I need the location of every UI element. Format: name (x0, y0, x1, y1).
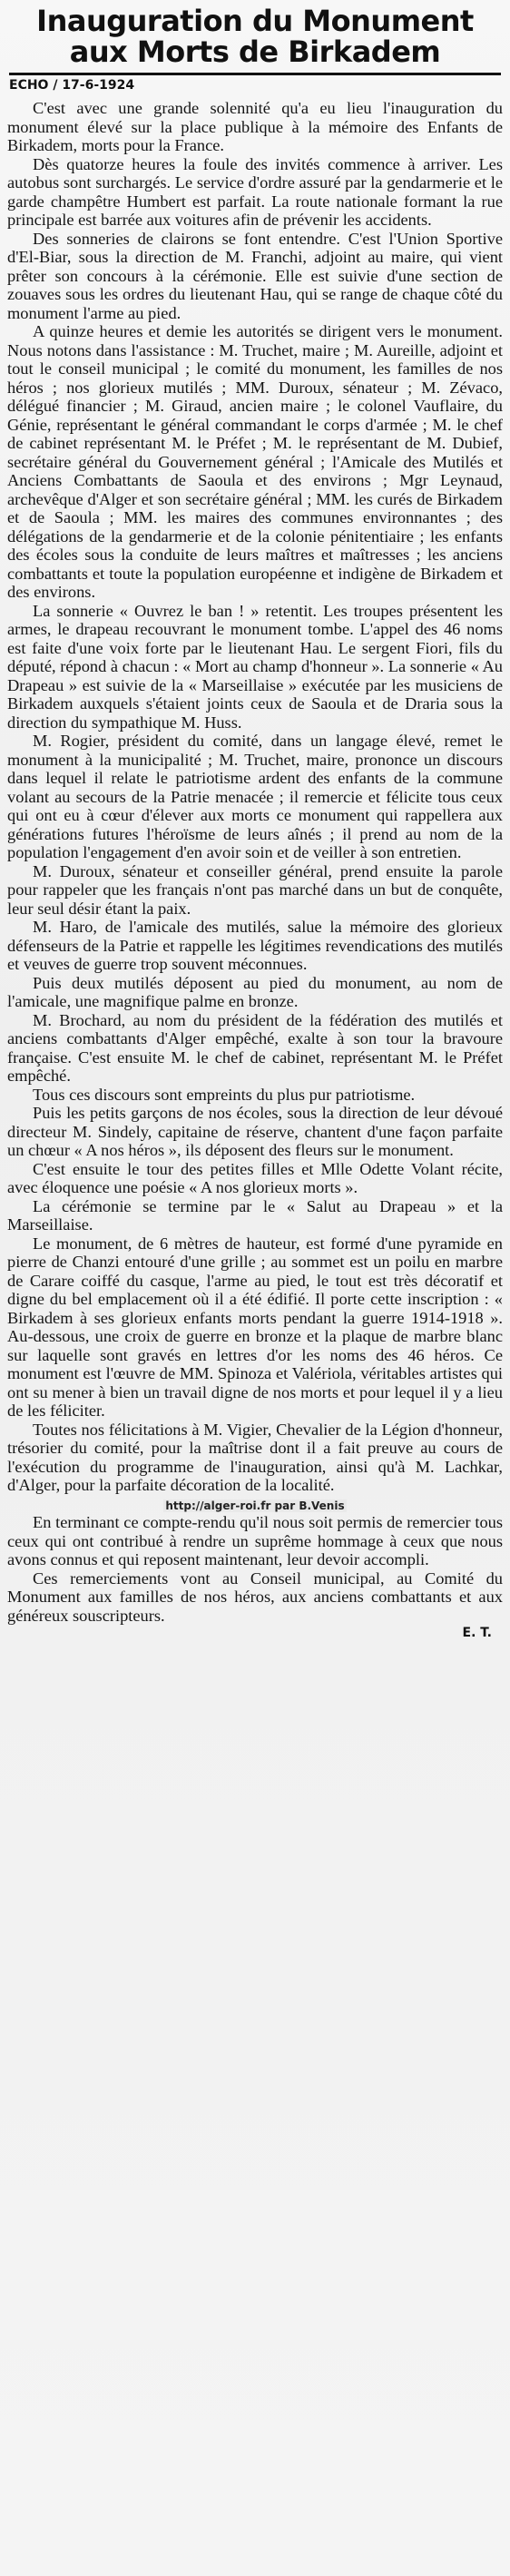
paragraph: Tous ces discours sont empreints du plus pur patriotisme. (33, 1085, 416, 1104)
paragraph: A quinze heures et demie les autorités se dirigent vers le monument. Nous notons dans l'assistance : M. Truchet, maire ; M. Aureille, adjoint et tout le conseil municipal ; le comité du monument, les familles de nos héros ; nos glorieux mutilés ; MM. Duroux, sénateur ; M. Zévaco, délégué financier ; M. Giraud, ancien maire ; le colonel Vauflaire, du Génie, représentant le général commandant le corps d'armée ; M. le chef de cabinet représentant M. le Préfet ; M. le représentant de M. Dubief, secrétaire général du Gouvernement général ; l'Amicale des Mutilés et Anciens Combattants de Saoula et des environs ; Mgr Leynaud, archevêque d'Alger et son secrétaire général ; MM. les curés de Birkadem et de Saoula ; MM. les maires des communes environnantes ; des délégations de la gendarmerie et de la colonie pénitentiaire ; les enfants des écoles sous la conduite de leurs maîtres et maîtresses ; les anciens combattants et toute la population européenne et indigène de Birkadem et des environs. (7, 322, 503, 601)
paragraph: M. Rogier, président du comité, dans un langage élevé, remet le monument à la municipalité ; M. Truchet, maire, prononce un discours dans lequel il relate le patriotisme ardent des enfants de la commune volant au secours de la Patrie menacée ; il remercie et félicite tous ceux qui ont eu à cœur d'élever aux morts ce monument qui rappellera aux générations futures l'héroïsme de leurs aînés ; il prend au nom de la population l'engagement d'en avoir soin et de veiller à son entretien. (7, 732, 503, 861)
source-watermark: http://alger-roi.fr par B.Venis (165, 1499, 345, 1512)
paragraph: Ces remerciements vont au Conseil municipal, au Comité du Monument aux familles de nos héros, aux anciens combattants et aux généreux souscripteurs. (7, 1568, 503, 1625)
paragraph: C'est ensuite le tour des petites filles et Mlle Odette Volant récite, avec éloquence une poésie « A nos glorieux morts ». (7, 1159, 503, 1196)
paragraph: La sonnerie « Ouvrez le ban ! » retentit. Les troupes présentent les armes, le drapeau recouvrant le monument tombe. L'appel des 46 noms est faite d'une voix forte par le lieutenant Hau. Le sergent Fiori, fils du député, répond à chacun : « Mort au champ d'honneur ». La sonnerie « Au Drapeau » est suivie de la « Marseillaise » exécutée par les musiciens de Birkadem auxquels s'étaient joints ceux de Saoula et de Draria sous la direction du sympathique M. Huss. (7, 601, 503, 732)
paragraph: Des sonneries de clairons se font entendre. C'est l'Union Sportive d'El-Biar, sous la direction de M. Franchi, adjoint au maire, qui vient prêter son concours à la cérémonie. Elle est suivie d'une section de zouaves sous les ordres du lieutenant Hau, qui se range de chaque côté du monument l'arme au pied. (7, 229, 503, 322)
watermark-line (7, 1495, 503, 1514)
author-signature: E. T. (462, 1626, 492, 1640)
paragraph: Le monument, de 6 mètres de hauteur, est formé d'une pyramide en pierre de Chanzi entouré d'une grille ; au sommet est un poilu en marbre de Carare coiffé du casque, l'arme au pied, le tout est très décoratif et digne du bel emplacement où il a été édifié. Il porte cette inscription : « Birkadem à ses glorieux enfants morts pendant la guerre 1914-1918 ». Au-dessous, une croix de guerre en bronze et la plaque de marbre blanc sur laquelle sont gravés en lettres d'or les noms des 46 héros. Ce monument est l'œuvre de MM. Spinoza et Valériola, véritables artistes qui ont su mener à bien un travail digne de nos morts et pour lequel il y a lieu de les féliciter. (7, 1234, 503, 1420)
paragraph: La cérémonie se termine par le « Salut au Drapeau » et la Marseillaise. (7, 1196, 503, 1234)
paragraph: Toutes nos félicitations à M. Vigier, Chevalier de la Légion d'honneur, trésorier du comité, pour la maîtrise dont il a fait preuve au cours de l'exécution du programme de l'inauguration, ainsi qu'à M. Lachkar, d'Alger, pour la parfaite décoration de la localité. (7, 1420, 503, 1494)
article-headline (9, 5, 501, 67)
paragraph: Dès quatorze heures la foule des invités commence à arriver. Les autobus sont surchargés. Le service d'ordre assuré par la gendarmerie et le garde champêtre Humbert est parfait. La route nationale formant la rue principale est barrée aux voitures afin de prévenir les accidents. (7, 154, 503, 229)
headline-line-1: Inauguration du Monument (36, 4, 474, 38)
paragraph: En terminant ce compte-rendu qu'il nous soit permis de remercier tous ceux qui ont contribué à rendre un suprême hommage à ceux que nous avons connus et qui reposent maintenant, leur devoir accompli. (7, 1513, 503, 1568)
headline-rule (9, 73, 501, 75)
paragraph: M. Duroux, sénateur et conseiller général, prend ensuite la parole pour rappeler que les français n'ont pas marché dans un but de conquête, leur seul désir étant la paix. (7, 861, 503, 918)
source-date: ECHO / 17-6-1924 (9, 78, 135, 93)
headline-line-2: aux Morts de Birkadem (69, 34, 441, 69)
paragraph: Puis deux mutilés déposent au pied du monument, au nom de l'amicale, une magnifique palme en bronze. (7, 973, 503, 1010)
paragraph: C'est avec une grande solennité qu'a eu lieu l'inauguration du monument élevé sur la place publique à la mémoire des Enfants de Birkadem, morts pour la France. (7, 99, 503, 154)
paragraph: M. Haro, de l'amicale des mutilés, salue la mémoire des glorieux défenseurs de la Patrie et rappelle les légitimes revendications des mutilés et veuves de guerre trop souvent méconnues. (7, 918, 503, 973)
paragraph: M. Brochard, au nom du président de la fédération des mutilés et anciens combattants d'Alger empêché, exalte à son tour la bravoure française. C'est ensuite M. le chef de cabinet, représentant M. le Préfet empêché. (7, 1010, 503, 1085)
article-body (7, 99, 503, 1625)
paragraph: Puis les petits garçons de nos écoles, sous la direction de leur dévoué directeur M. Sindely, capitaine de réserve, chantent d'une façon parfaite un chœur « A nos héros », ils déposent des fleurs sur le monument. (7, 1104, 503, 1159)
